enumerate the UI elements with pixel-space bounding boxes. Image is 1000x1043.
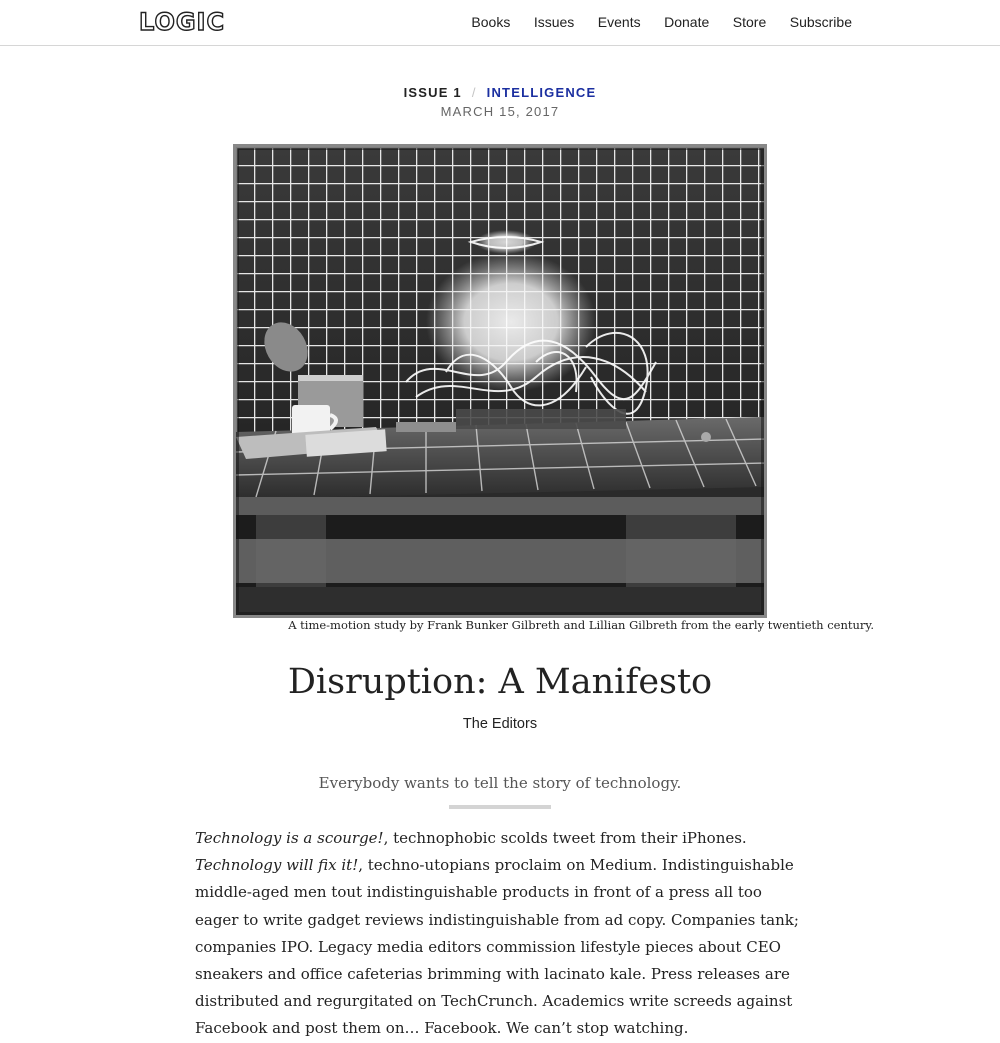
site-header	[0, 0, 1000, 46]
byline	[0, 715, 1000, 733]
body-text-2: , techno-utopians proclaim on Medium. Indistinguishable middle-aged men tout indistinguishable products in front of a press all too eager to write gadget reviews indistinguishable from ad copy. Companies tank; companies IPO. Legacy media editors commission lifestyle pieces about CEO sneakers and office cafeterias brimming with lacinato kale. Press releases are distributed and regurgitated on TechCrunch. Academics write screeds against Facebook and post them on… Facebook. We can’t stop watching.	[195, 856, 799, 1038]
dek-divider	[449, 805, 551, 809]
issue-number[interactable]: ISSUE 1	[403, 85, 462, 100]
nav-issues[interactable]: Issues	[533, 14, 575, 30]
hero-image	[236, 147, 764, 615]
nav-events[interactable]: Events	[597, 14, 641, 30]
body-emphasis-2: Technology will fix it!	[195, 856, 359, 875]
issue-theme-link[interactable]: INTELLIGENCE	[486, 85, 597, 100]
issue-date: MARCH 15, 2017	[440, 104, 560, 119]
article-title: Disruption: A Manifesto	[287, 662, 713, 702]
hero-caption: A time-motion study by Frank Bunker Gilbreth and Lillian Gilbreth from the early twentieth century.	[288, 618, 874, 632]
nav-subscribe[interactable]: Subscribe	[789, 14, 852, 30]
nav-store[interactable]: Store	[732, 14, 767, 30]
author-link[interactable]: The Editors	[462, 716, 538, 732]
nav-books[interactable]: Books	[471, 14, 511, 30]
article-paragraph	[195, 825, 807, 1043]
issue-separator: /	[471, 85, 477, 100]
main-nav	[448, 13, 852, 31]
issue-line	[0, 85, 1000, 101]
site-logo[interactable]: LOGIC	[139, 8, 226, 36]
article-dek: Everybody wants to tell the story of technology.	[318, 774, 682, 792]
body-text-1: , technophobic scolds tweet from their iPhones.	[383, 829, 747, 847]
body-emphasis-1: Technology is a scourge!	[195, 829, 384, 847]
nav-donate[interactable]: Donate	[664, 14, 710, 30]
